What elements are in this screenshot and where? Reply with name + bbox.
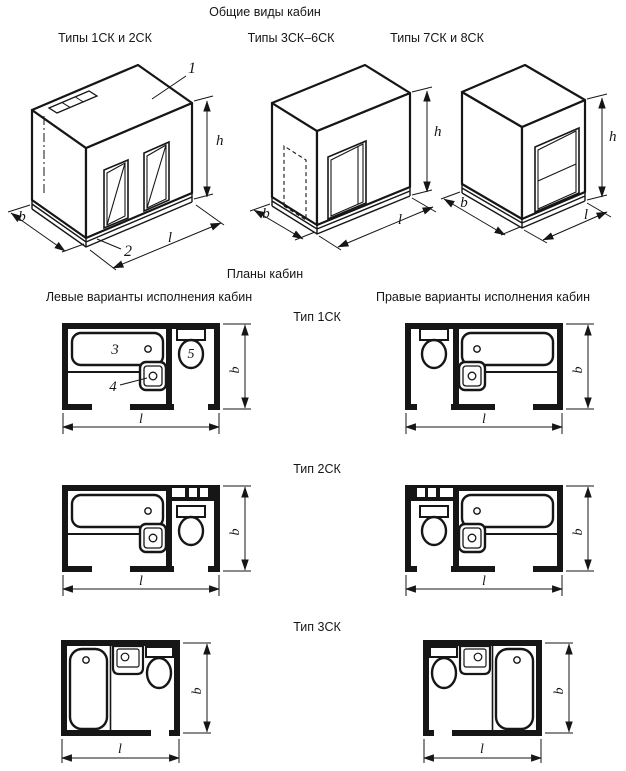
callout-2: 2 xyxy=(124,243,132,260)
dim-h-label: h xyxy=(434,124,442,140)
dim-l-label: l xyxy=(167,230,173,246)
caption-types-1sk-2sk: Типы 1СК и 2СК xyxy=(58,31,152,45)
callout-2-leader xyxy=(97,239,121,249)
plan-3sk-right xyxy=(423,640,573,763)
header-right-variants: Правые варианты исполнения кабин xyxy=(375,290,591,304)
plan-3sk-left xyxy=(61,640,211,763)
dim-l-label: l xyxy=(397,212,403,228)
callout-3: 3 xyxy=(111,342,119,358)
dim-h-label: h xyxy=(609,129,617,145)
plan-2sk-right xyxy=(405,485,594,596)
plan-1sk-right xyxy=(405,323,594,434)
dim-l-label: l xyxy=(583,207,589,223)
caption-types-7sk-8sk: Типы 7СК и 8СК xyxy=(390,31,484,45)
dim-h-label: h xyxy=(216,133,224,149)
drawing-canvas: b b 1 2 h b l h b l h b l 3 4 5 xyxy=(0,0,626,771)
door-opening-2 xyxy=(144,142,169,211)
header-left-variants: Левые варианты исполнения кабин xyxy=(45,290,253,304)
dim-b-label: b xyxy=(460,195,468,211)
dim-b-label: b xyxy=(18,209,26,225)
door-opening-1 xyxy=(104,160,128,228)
plan-1sk-left xyxy=(62,323,251,434)
iso-view-types-3sk-6sk xyxy=(250,65,442,250)
row-label-type-1sk: Тип 1СК xyxy=(293,310,341,324)
callout-5: 5 xyxy=(187,347,195,362)
dim-b-label: b xyxy=(262,206,270,222)
iso-view-types-7sk-8sk xyxy=(441,65,617,243)
iso-view-types-1sk-2sk xyxy=(8,60,224,270)
callout-1: 1 xyxy=(188,60,196,77)
plan-2sk-left xyxy=(62,485,251,596)
title-plans: Планы кабин xyxy=(226,267,304,281)
title-general-views: Общие виды кабин xyxy=(209,5,321,19)
row-label-type-3sk: Тип 3СК xyxy=(293,620,341,634)
row-label-type-2sk: Тип 2СК xyxy=(293,462,341,476)
callout-4: 4 xyxy=(109,379,117,395)
caption-types-3sk-6sk: Типы 3СК–6СК xyxy=(247,31,335,45)
